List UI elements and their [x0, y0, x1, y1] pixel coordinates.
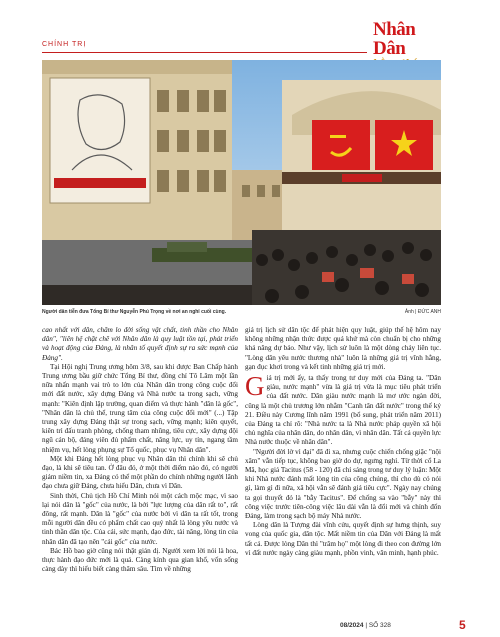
issue-date: 08/2024 [340, 622, 364, 629]
photo-caption: Người dân tiễn đưa Tổng Bí thư Nguyễn Phú Trọng về nơi an nghỉ cuối cùng. [42, 309, 227, 315]
article-paragraph: Bác Hồ bao giờ cũng nói thật giản dị. Người xem lời nói là hoa, thực hành đạo đức mới là quả. Càng kính qua gian khổ, vốn sống càng dày thì hiểu biết càng thâm sâu. Tìm về những [42, 546, 238, 574]
article-paragraph: cao nhất với dân, chăm lo đời sống vật chất, tinh thần cho Nhân dân", "liên hệ chặt chẽ với Nhân dân là quy luật tồn tại, phát triển và hoạt động của Đảng, là nhân tố quyết định sự ra sức mạnh của Đảng". [42, 326, 238, 362]
article-paragraph-dropcap [245, 371, 441, 448]
article-paragraph: Lòng dân là Tượng đài vĩnh cửu, quyết định sự hưng thịnh, suy vong của quốc gia, dân tộc. Mất niềm tin của Dân với Đảng là mất tất cả. Được lòng Dân thì "trăm họ" một lòng đi theo con đường lớn vì đất nước ngày càng giàu mạnh, phồn vinh, văn minh, hạnh phúc. [245, 521, 441, 557]
article-paragraph: Sinh thời, Chủ tịch Hồ Chí Minh nói một cách mộc mạc, vì sao lại nói dân là "gốc" của nước, là bởi "lực lượng của dân rất to", rất đông, rất mạnh. Dân là "gốc" của nước bởi vì dân ta rất tốt, trong mỗi người dân đều có phẩm chất cao quý nhất là lòng yêu nước và tinh thần dân tộc. Của cải, sức mạnh, đạo đức, tài năng, lòng tin của nhân dân đã tạo nên "cái gốc" của nước. [42, 491, 238, 546]
section-divider [42, 52, 367, 53]
page-footer [0, 618, 500, 632]
article-column-left [42, 326, 238, 574]
page-header [0, 0, 500, 60]
article-paragraph: "Người đời lờ vì đại" đã đi xa, nhưng cuộc chiến chống giặc "nội xâm" vẫn tiếp tục, không bao giờ do dự, ngưng nghỉ. Từ thời cổ La Mã, học giả Tacitus (58 - 120) đã chỉ sáng trong tư duy lý luận: Một khi Nhà nước đánh mất lòng tin của công chúng, thì cho dù có nói gì, làm gì đi nữa, xã hội vẫn sẽ đánh giá tiêu cực". Ngày nay chúng ta gọi thuyết đó là "bẫy Tacitus". Để chống sa vào "bẫy" này thì công việc trước tiên-công việc lâu dài vẫn là đổi mới và chỉnh đốn Đảng, làm trong sạch bộ máy Nhà nước. [245, 447, 441, 521]
article-paragraph: giá trị lịch sử dân tộc để phát hiện quy luật, giúp thế hệ hôm nay không những nhận thức được quá khứ mà còn chuẩn bị cho những khả năng dự báo. Như vậy, lịch sử luôn là một dòng chảy liên tục. "Lòng dân yêu nước thương nhà" luôn là những giá trị vĩnh hằng, gạn đục khơi trong và kết tinh những giá trị mới. [245, 326, 441, 371]
article-column-right [245, 326, 441, 558]
logo-main-text: Nhân Dân [373, 19, 416, 59]
article-paragraph: Một khi Đảng hết lòng phục vụ Nhân dân thì chính khi sẽ chủ đạo, là khi sẽ tiêu tan. Ở đâu đó, ở một thời điểm nào đó, có người giảm niềm tin, xa Đảng có thể một phần do chính những người lãnh đạo chưa giữ Đảng, chưa hiểu Dân, chưa vì Dân. [42, 454, 238, 491]
page-number: 5 [459, 618, 466, 632]
publication-logo [373, 20, 445, 58]
section-label: CHÍNH TRỊ [42, 41, 87, 48]
issue-info [340, 622, 391, 629]
issue-separator: | [365, 622, 368, 629]
dropcap-paragraph-text: iá trị mới ấy, ta thấy trong tư duy mới của Đảng ta. "Dân giàu, nước mạnh" vừa là giá trị vừa là mục tiêu phát triển của đất nước. Dân giàu nước mạnh là mơ ước ngàn đời, cũng là một chủ trương lớn nhằm "Canh tân đất nước" trong thế kỷ 21. Điều này Cương lĩnh năm 1991 (bổ sung, phát triển năm 2011) của Đảng ta chỉ rõ: "Nhà nước ta là Nhà nước pháp quyền xã hội chủ nghĩa của nhân dân, do nhân dân, vì nhân dân. Tất cả quyền lực Nhà nước thuộc về nhân dân". [245, 374, 441, 447]
drop-cap: G [245, 371, 265, 402]
article-paragraph: Tại Hội nghị Trung ương hôm 3/8, sau khi được Ban Chấp hành Trung ương bầu giữ chức Tổng Bí thư, đồng chí Tô Lâm một lần nữa nhấn mạnh vai trò to lớn của Nhân dân trong công cuộc đổi mới đất nước, xây dựng Đảng và Nhà nước ta trong sạch, vững mạnh: "Kiên định lập trường, quan điểm và thực hành "dân là gốc", "Nhân dân là chủ thể, trung tâm của công cuộc đổi mới" (...) Tập trung xây dựng Đảng thật sự trong sạch, vững mạnh; kiên quyết, kiên trì đấu tranh phòng, chống tham nhũng, tiêu cực, xây dựng đội ngũ cán bộ, đảng viên đủ phẩm chất, năng lực, uy tín, ngang tầm nhiệm vụ, hết lòng phụng sự Tổ quốc, phục vụ Nhân dân". [42, 362, 238, 454]
article-photo [42, 60, 441, 305]
issue-number: SỐ 328 [368, 622, 391, 629]
photo-credit: Ảnh | ĐỨC ANH [404, 309, 441, 315]
photo-caption-row [42, 309, 441, 318]
